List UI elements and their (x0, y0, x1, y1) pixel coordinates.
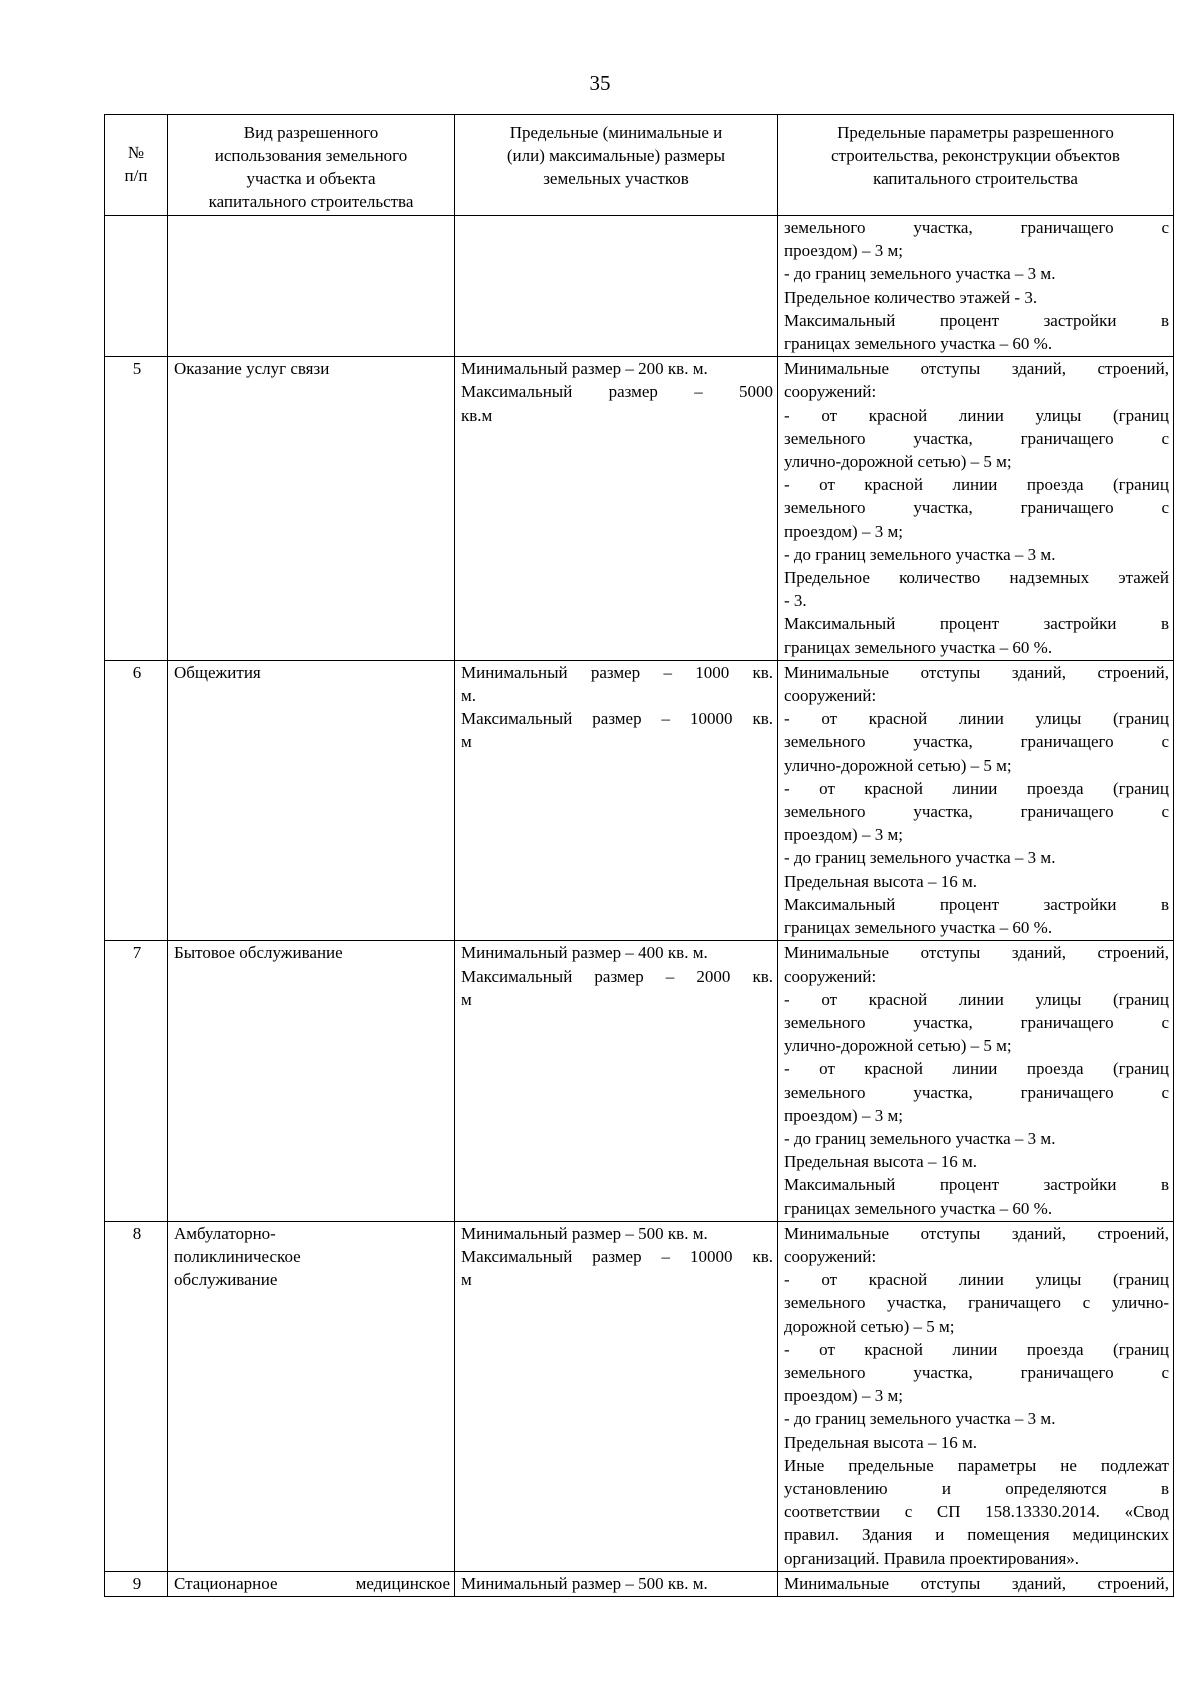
construction-param-line: проездом) – 3 м; (784, 1105, 903, 1125)
header-construction-params: Предельные параметры разрешенного строительства, реконструкции объектов капитального строительства (778, 115, 1174, 216)
construction-param-line: - от красной линии улицы (границ (784, 405, 1169, 425)
construction-param-line: Иные предельные параметры не подлежат (784, 1455, 1169, 1475)
construction-param-line: - до границ земельного участка – 3 м. (784, 1128, 1056, 1148)
construction-param-line: Предельное количество надземных этажей (784, 568, 1169, 588)
construction-param-line: - до границ земельного участка – 3 м. (784, 264, 1056, 284)
construction-param-line: земельного участка, граничащего с улично- (784, 1293, 1169, 1313)
plot-size-line: Минимальный размер – 1000 кв. (461, 662, 773, 682)
construction-param-line: проездом) – 3 м; (784, 825, 903, 845)
plot-size-line: м (461, 1270, 472, 1290)
table-row (105, 1221, 1174, 1571)
permitted-use: Оказание услуг связи (168, 357, 455, 661)
table-row (105, 357, 1174, 661)
construction-param-line: организаций. Правила проектирования». (784, 1548, 1080, 1568)
construction-param-line: сооружений: (784, 382, 877, 402)
table-row (105, 941, 1174, 1221)
construction-param-line: - до границ земельного участка – 3 м. (784, 1409, 1056, 1429)
construction-param-line: сооружений: (784, 686, 877, 706)
construction-param-line: - 3. (784, 591, 807, 611)
construction-param-line: проездом) – 3 м; (784, 241, 903, 261)
construction-params (778, 1221, 1174, 1571)
construction-param-line: Минимальные отступы зданий, строений, (784, 359, 1169, 379)
permitted-use: Общежития (168, 660, 455, 940)
construction-param-line: Предельная высота – 16 м. (784, 1152, 977, 1172)
plot-size-limits (455, 941, 778, 1221)
construction-param-line: улично-дорожной сетью) – 5 м; (784, 1036, 1012, 1056)
construction-param-line: - от красной линии проезда (границ (784, 778, 1169, 798)
construction-param-line: - от красной линии проезда (границ (784, 1059, 1169, 1079)
construction-param-line: Предельное количество этажей - 3. (784, 287, 1038, 307)
header-number: № п/п (105, 115, 168, 216)
plot-size-line: Максимальный размер – 10000 кв. (461, 709, 773, 729)
permitted-use: Бытовое обслуживание (168, 941, 455, 1221)
construction-param-line: Минимальные отступы зданий, строений, (784, 1573, 1169, 1593)
construction-param-line: проездом) – 3 м; (784, 521, 903, 541)
permitted-use: Стационарное медицинское (168, 1571, 455, 1596)
table-row (105, 1571, 1174, 1596)
table-row (105, 216, 1174, 357)
plot-size-limits (455, 357, 778, 661)
construction-param-line: улично-дорожной сетью) – 5 м; (784, 755, 1012, 775)
construction-param-line: сооружений: (784, 1246, 877, 1266)
construction-param-line: земельного участка, граничащего с (784, 1362, 1169, 1382)
construction-params (778, 941, 1174, 1221)
construction-param-line: сооружений: (784, 966, 877, 986)
construction-param-line: границах земельного участка – 60 %. (784, 1198, 1053, 1218)
construction-param-line: земельного участка, граничащего с (784, 732, 1169, 752)
plot-size-limits (455, 1221, 778, 1571)
construction-param-line: Предельная высота – 16 м. (784, 1432, 977, 1452)
plot-size-limits (455, 216, 778, 357)
construction-param-line: границах земельного участка – 60 %. (784, 334, 1053, 354)
construction-param-line: - до границ земельного участка – 3 м. (784, 544, 1056, 564)
construction-param-line: правил. Здания и помещения медицинских (784, 1525, 1169, 1545)
plot-size-line: м (461, 989, 472, 1009)
construction-param-line: - от красной линии улицы (границ (784, 1270, 1169, 1290)
construction-param-line: земельного участка, граничащего с (784, 428, 1169, 448)
construction-param-line: Максимальный процент застройки в (784, 1175, 1169, 1195)
construction-param-line: Максимальный процент застройки в (784, 614, 1169, 634)
row-number: 9 (105, 1571, 168, 1596)
table-body (105, 216, 1174, 1597)
zoning-parameters-table (104, 114, 1174, 1597)
construction-param-line: - от красной линии улицы (границ (784, 989, 1169, 1009)
plot-size-line: Минимальный размер – 400 кв. м. (461, 943, 708, 963)
plot-size-line: м (461, 732, 472, 752)
plot-size-line: кв.м (461, 405, 493, 425)
construction-param-line: границах земельного участка – 60 %. (784, 918, 1053, 938)
construction-param-line: земельного участка, граничащего с (784, 1082, 1169, 1102)
plot-size-line: Максимальный размер – 5000 (461, 382, 773, 402)
plot-size-limits (455, 660, 778, 940)
construction-params (778, 1571, 1174, 1596)
page-number: 35 (589, 71, 611, 95)
construction-param-line: Максимальный процент застройки в (784, 310, 1169, 330)
plot-size-line: Максимальный размер – 10000 кв. (461, 1246, 773, 1266)
row-number: 6 (105, 660, 168, 940)
table-row (105, 660, 1174, 940)
plot-size-line: Минимальный размер – 500 кв. м. (461, 1223, 708, 1243)
plot-size-line: Максимальный размер – 2000 кв. (461, 966, 773, 986)
permitted-use (168, 216, 455, 357)
permitted-use: Амбулаторно- поликлиническое обслуживание (168, 1221, 455, 1571)
construction-param-line: соответствии с СП 158.13330.2014. «Свод (784, 1502, 1169, 1522)
construction-param-line: Минимальные отступы зданий, строений, (784, 1223, 1169, 1243)
construction-params (778, 357, 1174, 661)
construction-param-line: границах земельного участка – 60 %. (784, 637, 1053, 657)
construction-param-line: - от красной линии проезда (границ (784, 1339, 1169, 1359)
row-number: 7 (105, 941, 168, 1221)
construction-param-line: земельного участка, граничащего с (784, 498, 1169, 518)
construction-param-line: - от красной линии проезда (границ (784, 475, 1169, 495)
construction-param-line: проездом) – 3 м; (784, 1386, 903, 1406)
construction-param-line: земельного участка, граничащего с (784, 802, 1169, 822)
plot-size-limits (455, 1571, 778, 1596)
construction-param-line: Предельная высота – 16 м. (784, 871, 977, 891)
row-number: 8 (105, 1221, 168, 1571)
construction-param-line: - до границ земельного участка – 3 м. (784, 848, 1056, 868)
construction-param-line: установлению и определяются в (784, 1478, 1169, 1498)
plot-size-line: Минимальный размер – 500 кв. м. (461, 1573, 708, 1593)
header-permitted-use: Вид разрешенного использования земельного участка и объекта капитального строительства (168, 115, 455, 216)
construction-param-line: земельного участка, граничащего с (784, 1012, 1169, 1032)
construction-param-line: Минимальные отступы зданий, строений, (784, 943, 1169, 963)
construction-param-line: дорожной сетью) – 5 м; (784, 1316, 955, 1336)
construction-params (778, 660, 1174, 940)
plot-size-line: м. (461, 686, 477, 706)
construction-param-line: Минимальные отступы зданий, строений, (784, 662, 1169, 682)
construction-param-line: улично-дорожной сетью) – 5 м; (784, 452, 1012, 472)
table-header-row (105, 115, 1174, 216)
header-plot-size: Предельные (минимальные и (или) максимальные) размеры земельных участков (455, 115, 778, 216)
construction-param-line: земельного участка, граничащего с (784, 218, 1169, 237)
row-number: 5 (105, 357, 168, 661)
construction-params (778, 216, 1174, 357)
construction-param-line: Максимальный процент застройки в (784, 894, 1169, 914)
plot-size-line: Минимальный размер – 200 кв. м. (461, 359, 708, 379)
construction-param-line: - от красной линии улицы (границ (784, 709, 1169, 729)
row-number (105, 216, 168, 357)
